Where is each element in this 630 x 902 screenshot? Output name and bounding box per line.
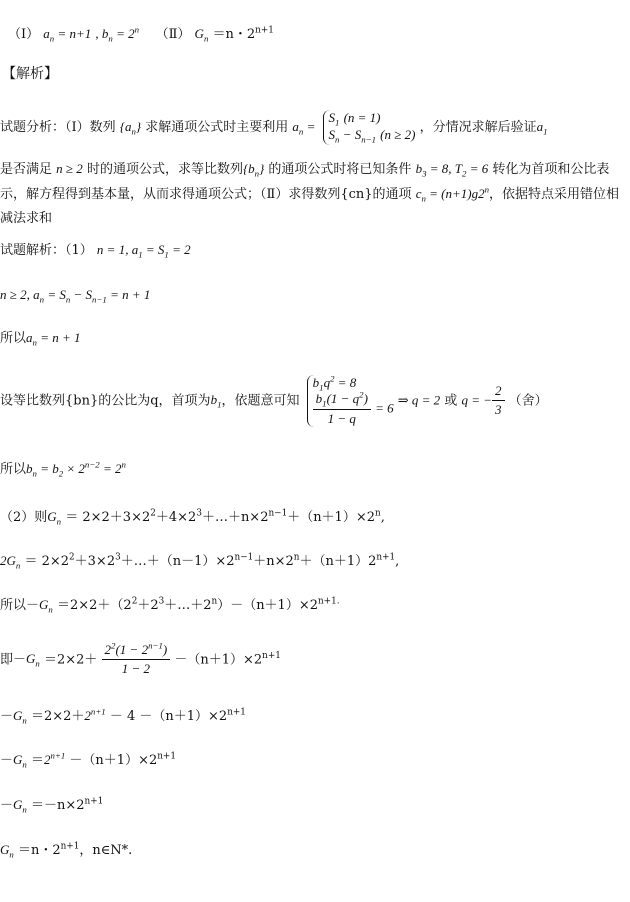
- solution-line-7: $2G_n$ ＝ $2\times 2^2+3\times 2^3+\dots+(n-1)\times 2^{n-1}+n\times 2^n+(n+1)2^{n+1}$,: [0, 552, 400, 571]
- answer-an: $a_n = n+1$: [43, 26, 92, 44]
- answer-line: [8, 26, 274, 43]
- case-brace: $S_1$ (n = 1) $S_n - S_{n-1}$ (n ≥ 2): [323, 110, 416, 145]
- answer-gn: $G_n =n$・$2^{n+1}$: [194, 25, 274, 44]
- analysis-heading: 【解析】: [2, 66, 58, 82]
- solution-line-8: 所以$-G_n$ $=2\times 2+(2^2+2^3+\dots+2^n)-(n+1)\times 2^{n+1.}$: [0, 596, 340, 615]
- solution-line-3: 所以$a_n = n + 1$: [0, 330, 81, 348]
- solution-line-5: 所以$b_n = b_2 \times 2^{n-2} = 2^n$: [0, 459, 126, 479]
- solution-line-12: $-G_n =-n\times 2^{n+1}$: [0, 796, 104, 815]
- solution-line-1: 试题解析：（1） n = 1, $a_1 = S_1 = 2$: [0, 242, 191, 260]
- analysis-line-1: 试题分析：（Ⅰ）数列 $\{a_n\}$ 求解通项公式时主要利用 $a_n$ = $S_1$ (n = 1) $S_n - S_{n-1}$ (n ≥ 2) ，分情况求解后验证$a_1$: [0, 110, 548, 145]
- answer-bn: , $b_n = 2^n$: [95, 24, 140, 44]
- solution-line-11: $-G_n =2^{n+1} -(n+1)\times 2^{n+1}$: [0, 750, 176, 770]
- part2-label: （Ⅱ）: [155, 27, 191, 42]
- solution-line-13: $G_n =n$・$2^{n+1}$，n∈N*.: [0, 841, 133, 860]
- system-brace: $b_1q^2 = 8$ $\frac{b_1(1 - q^2)}{1 - q}$ = 6: [307, 375, 394, 427]
- solution-line-9: 即$-G_n =2\times 2+$ $\frac{2^2(1 - 2^{n-1})}{1 - 2}$ $-(n+1)\times 2^{n+1}$: [0, 640, 281, 677]
- solution-line-6: （2）则$G_n$ ＝ $2\times 2+3\times 2^2+4\times 2^3+\dots+n\times 2^{n-1}+(n+1)\times 2^n$,: [0, 508, 385, 527]
- solution-line-2: n ≥ 2, $a_n = S_n - S_{n-1} = n + 1$: [0, 287, 151, 305]
- part1-label: （Ⅰ）: [8, 27, 40, 42]
- solution-line-10: $-G_n =2\times 2+2^{n+1} - 4 -(n+1)\times 2^{n+1}$: [0, 706, 246, 726]
- solution-line-4: 设等比数列{bn}的公比为q，首项为$b_1$，依题意可知 $b_1q^2 = 8$ $\frac{b_1(1 - q^2)}{1 - q}$ = 6 ⇒ q = 2 或 q = − $\frac{2}{3}$ （舍）: [0, 373, 548, 426]
- analysis-line-2: 是否满足 n ≥ 2 时的通项公式，求等比数列$\{b_n\}$ 的通项公式时将已知条件 $b_3 = 8$, $T_2 = 6$ 转化为首项和公比表示，解方程得到基本量，从而求得通项公式；（Ⅱ）求得数列{cn}的通项 $c_n = (n+1)g2^n$，依据特点采用错位相减法求和: [0, 161, 620, 226]
